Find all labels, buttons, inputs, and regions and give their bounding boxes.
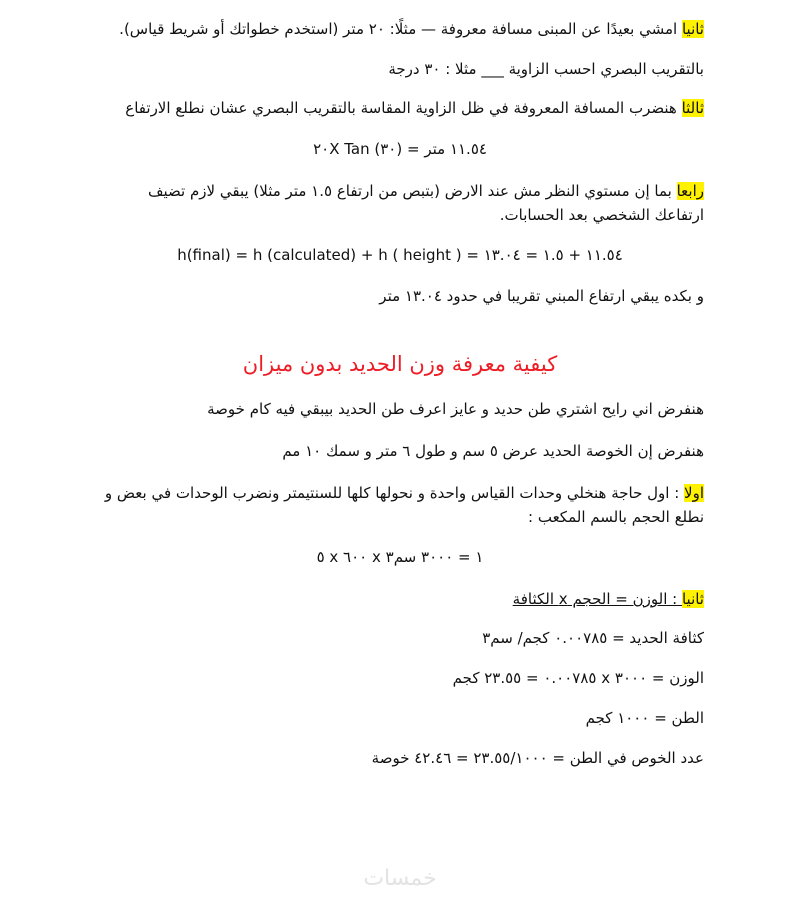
count-line: عدد الخوص في الطن = ٢٣.٥٥/١٠٠٠ = ٤٢.٤٦ خوصة — [371, 749, 704, 767]
density-line: كثافة الحديد = ٠.٠٠٧٨٥ كجم/ سم٣ — [482, 629, 704, 647]
dimensions-line: هنفرض إن الخوصة الحديد عرض ٥ سم و طول ٦ متر و سمك ١٠ مم — [282, 442, 704, 460]
step-four-paragraph — [94, 179, 704, 227]
step-label-highlight: اولا — [684, 484, 704, 502]
result-line: و بكده يبقي ارتفاع المبني تقريبا في حدود ١٣.٠٤ متر — [379, 287, 704, 305]
section-heading: كيفية معرفة وزن الحديد بدون ميزان — [242, 352, 558, 376]
intro-line: هنفرض اني رايح اشتري طن حديد و عايز اعرف طن الحديد بيبقي فيه كام خوصة — [207, 400, 704, 418]
step-text: بما إن مستوي النظر مش عند الارض (بتبص من ارتفاع ١.٥ متر مثلا) يبقي لازم تضيف ارتفاعك الشخصي بعد الحسابات. — [148, 182, 704, 224]
ton-line: الطن = ١٠٠٠ كجم — [585, 709, 704, 727]
step-one-paragraph — [94, 481, 704, 529]
step-text: امشي بعيدًا عن المبنى مسافة معروفة — مثلًا: ٢٠ متر (استخدم خطواتك أو شريط قياس). — [119, 20, 682, 38]
step-label-highlight: رابعا — [676, 182, 704, 200]
step-two-line — [119, 18, 704, 40]
step-label-highlight: ثانيا — [681, 20, 704, 38]
weight-formula: : الوزن = الحجم x الكثافة — [512, 590, 682, 608]
step-three-line — [125, 97, 704, 119]
watermark-logo: خمسات — [363, 866, 437, 891]
step-label-highlight: ثالثا — [681, 99, 704, 117]
step-two-weight-line — [513, 588, 704, 610]
step-text: هنضرب المسافة المعروفة في ظل الزاوية المقاسة بالتقريب البصري عشان نطلع الارتفاع — [125, 99, 682, 117]
step-label-highlight: ثانيا — [681, 590, 704, 608]
equation-volume: ٥ x ٦٠٠ x ١ = ٣٠٠٠ سم٣ — [316, 548, 484, 566]
weight-line: الوزن = ٣٠٠٠ x ٠.٠٠٧٨٥ = ٢٣.٥٥ كجم — [452, 669, 704, 687]
equation-final-height: h(final) = h (calculated) + h ( height ) = ١١.٥٤ + ١.٥ = ١٣.٠٤ — [177, 246, 623, 264]
equation-tan: ٢٠X Tan (٣٠) = ١١.٥٤ متر — [313, 140, 487, 158]
angle-estimate-line: بالتقريب البصري احسب الزاوية ___ مثلا : ٣٠ درجة — [388, 60, 704, 78]
step-text: : اول حاجة هنخلي وحدات القياس واحدة و نحولها كلها للسنتيمتر ونضرب الوحدات في بعض و نطلع الحجم بالسم المكعب : — [104, 484, 704, 526]
